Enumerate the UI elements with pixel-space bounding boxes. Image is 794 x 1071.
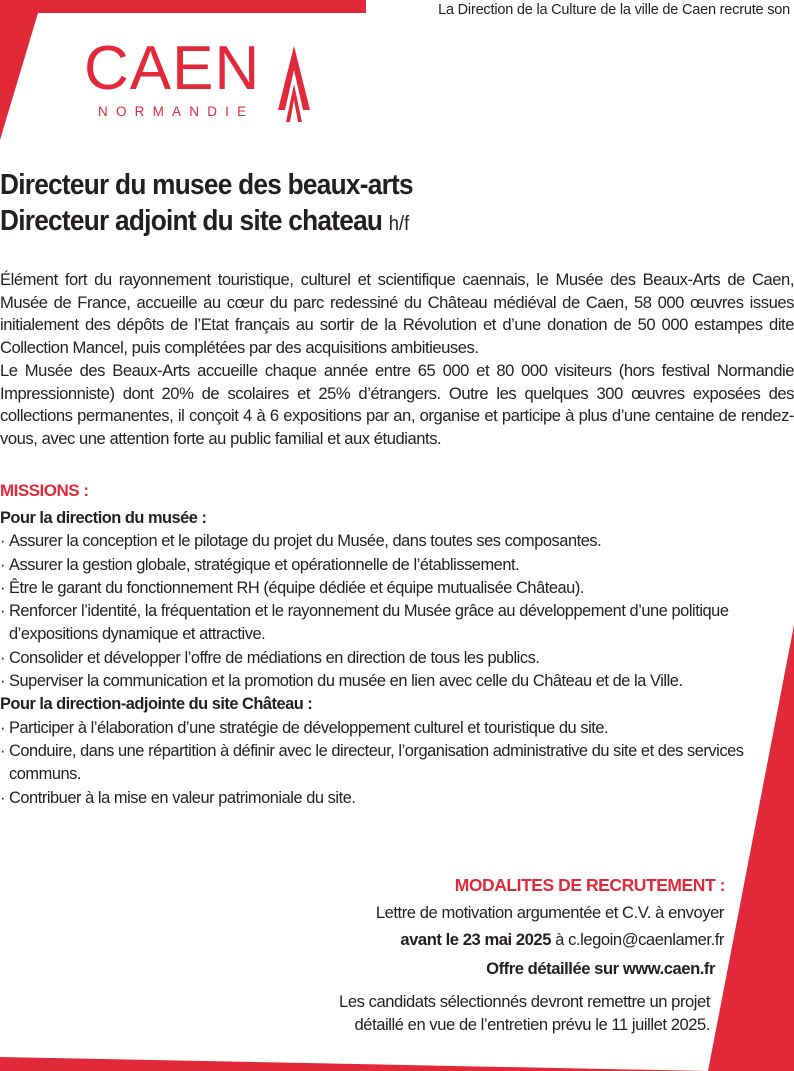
caen-normandie-logo [84, 34, 324, 124]
intro-paragraph-2: Le Musée des Beaux-Arts accueille chaque année entre 65 000 et 80 000 visiteurs (hors festival Normandie Impressionniste) dont 20% de scolaires et 25% d’étrangers. Outre les quelques 300 œuvres exposées des collections permanentes, il conçoit 4 à 6 expositions par an, organise et participe à plus d’une centaine de rendez-vous, avec une attention forte au public familial et aux étudiants. [0, 360, 794, 448]
deadline-line [353, 926, 724, 953]
museum-missions-heading: Pour la direction du musée : [0, 509, 207, 527]
candidates-note [339, 991, 710, 1036]
contact-email-link[interactable]: c.legoin@caenlamer.fr [568, 930, 724, 949]
recruitment-section [339, 872, 725, 1036]
candidates-note-line-2: détaillé en vue de l’entretien prévu le 11 juillet 2025. [354, 1014, 710, 1034]
list-item: · Consolider et développer l’offre de médiations en direction de tous les publics. [0, 647, 779, 670]
logo-subtitle: NORMANDIE [98, 104, 255, 119]
chateau-missions-list [0, 717, 794, 810]
title-gender-suffix: h/f [388, 213, 410, 235]
missions-section [0, 507, 794, 810]
title-line-2: Directeur adjoint du site chateau [0, 205, 383, 237]
list-item: · Assurer la conception et le pilotage du projet du Musée, dans toutes ses composantes. [0, 530, 779, 553]
header-recruitment-text: La Direction de la Culture de la ville de Caen recrute son [438, 2, 790, 18]
application-instructions: Lettre de motivation argumentée et C.V. à envoyer [375, 903, 724, 922]
deadline-date: avant le 23 mai 2025 [400, 930, 551, 949]
intro-paragraph-1: Élément fort du rayonnement touristique, culturel et scientifique caennais, le Musée des Beaux-Arts de Caen, Musée de France, accueille au cœur du parc redessiné du Château médiéval de Caen, 58 000 œuvres issues initialement des dépôts de l’Etat français au sortir de la Révolution et d’une donation de 50 000 estampes dite Collection Mancel, puis complétées par des acquisitions ambitieuses. [0, 270, 794, 358]
title-line-1: Directeur du musee des beaux-arts [0, 169, 413, 201]
chateau-missions-heading: Pour la direction-adjointe du site Château : [0, 695, 313, 714]
job-title [0, 167, 413, 242]
missions-heading: MISSIONS : [0, 481, 89, 500]
list-item: · Participer à l’élaboration d’une stratégie de développement culturel et touristique du site. [0, 717, 779, 740]
offer-details-link[interactable]: Offre détaillée sur www.caen.fr [486, 959, 715, 978]
recruitment-heading: MODALITES DE RECRUTEMENT : [454, 875, 725, 895]
intro-section [0, 269, 794, 451]
museum-missions-list [0, 530, 794, 693]
email-prefix: à [555, 930, 564, 949]
list-item: · Superviser la communication et la promotion du musée en lien avec celle du Château et de la Ville. [0, 670, 764, 693]
list-item: · Renforcer l’identité, la fréquentation et le rayonnement du Musée grâce au développement d’une politique d’expositions dynamique et attractive. [0, 600, 784, 647]
logo-wordmark: CAEN [84, 34, 261, 103]
list-item: · Conduire, dans une répartition à définir avec le directeur, l’organisation administrative du site et des services communs. [0, 740, 749, 787]
list-item: · Contribuer à la mise en valeur patrimoniale du site. [0, 787, 779, 810]
list-item: · Assurer la gestion globale, stratégique et opérationnelle de l’établissement. [0, 554, 779, 577]
candidates-note-line-1: Les candidats sélectionnés devront remettre un projet [339, 992, 710, 1011]
castle-tower-icon [274, 44, 314, 124]
list-item: · Être le garant du fonctionnement RH (équipe dédiée et équipe mutualisée Château). [0, 577, 779, 600]
